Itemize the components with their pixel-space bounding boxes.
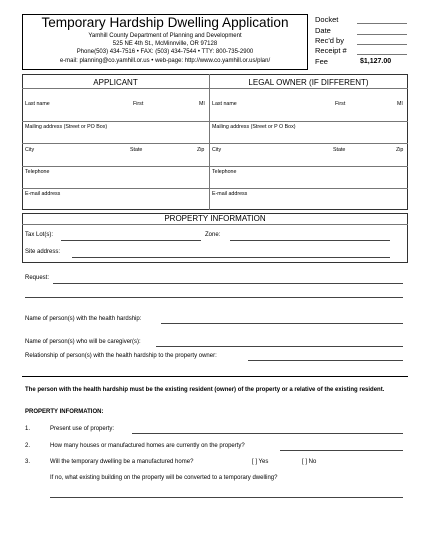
form-title: Temporary Hardship Dwelling Application bbox=[41, 15, 289, 30]
department-phones: Phone(503) 434-7516 • FAX: (503) 434-7544 • TTY: 800-735-2900 bbox=[76, 49, 254, 55]
owner-email-field[interactable] bbox=[210, 189, 407, 209]
converted-building-field[interactable] bbox=[50, 497, 403, 498]
question-1-number: 1. bbox=[25, 426, 31, 432]
request-field-line-1[interactable] bbox=[53, 283, 403, 284]
applicant-telephone-field[interactable] bbox=[23, 167, 208, 187]
relationship-label: Relationship of person(s) with the health hardship to the property owner: bbox=[25, 353, 217, 359]
caregiver-field[interactable] bbox=[156, 346, 403, 347]
if-no-label: If no, what existing building on the property will be converted to a temporary dwelling? bbox=[50, 475, 278, 481]
owner-heading: LEGAL OWNER (IF DIFFERENT) bbox=[248, 78, 369, 87]
owner-email-label: E-mail address bbox=[212, 191, 248, 197]
applicant-first-label: First bbox=[133, 101, 144, 107]
request-label: Request: bbox=[25, 275, 50, 281]
applicant-mailing-field[interactable] bbox=[23, 122, 208, 142]
department-contact: e-mail: planning@co.yamhill.or.us • web-page: http://www.co.yamhill.or.us/plan/ bbox=[59, 58, 271, 64]
manufactured-no-checkbox[interactable]: [ ] No bbox=[302, 459, 317, 465]
question-3-text: Will the temporary dwelling be a manufactured home? bbox=[50, 459, 194, 465]
section-divider bbox=[22, 376, 408, 377]
applicant-name-field[interactable] bbox=[23, 89, 208, 120]
applicant-email-label: E-mail address bbox=[25, 191, 61, 197]
site-address-label: Site address: bbox=[25, 249, 61, 255]
zone-field[interactable] bbox=[230, 240, 390, 241]
applicant-last-name-label: Last name bbox=[25, 101, 50, 107]
department-name: Yamhill County Department of Planning and Development bbox=[88, 33, 242, 39]
resident-notice: The person with the health hardship must be the existing resident (owner) of the property or a relative of the existing resident. bbox=[25, 387, 385, 393]
applicant-city-field[interactable] bbox=[23, 144, 208, 165]
owner-mi-label: MI bbox=[397, 101, 403, 107]
question-2-text: How many houses or manufactured homes are currently on the property? bbox=[50, 443, 245, 449]
question-1-text: Present use of property: bbox=[50, 426, 115, 432]
fee-label: Fee bbox=[315, 57, 328, 66]
docket-label: Docket bbox=[315, 15, 339, 24]
receipt-field[interactable] bbox=[357, 54, 407, 55]
relationship-field[interactable] bbox=[248, 360, 403, 361]
applicant-mailing-label: Mailing address (Street or PO Box) bbox=[25, 124, 108, 130]
applicant-heading: APPLICANT bbox=[93, 78, 138, 87]
property-info-heading: PROPERTY INFORMATION bbox=[164, 214, 266, 223]
receipt-label: Receipt # bbox=[315, 46, 347, 55]
date-label: Date bbox=[315, 26, 331, 35]
fee-amount: $1,127.00 bbox=[360, 58, 392, 65]
docket-field[interactable] bbox=[357, 23, 407, 24]
question-3-number: 3. bbox=[25, 459, 31, 465]
recd-by-label: Rec'd by bbox=[315, 36, 344, 45]
manufactured-yes-checkbox[interactable]: [ ] Yes bbox=[252, 459, 269, 465]
owner-city-label: City bbox=[212, 147, 222, 153]
applicant-city-label: City bbox=[25, 147, 35, 153]
recd-by-field[interactable] bbox=[357, 44, 407, 45]
applicant-telephone-label: Telephone bbox=[25, 169, 50, 175]
applicant-state-label: State bbox=[130, 147, 143, 153]
owner-telephone-field[interactable] bbox=[210, 167, 407, 187]
health-person-field[interactable] bbox=[161, 323, 403, 324]
zone-label: Zone: bbox=[205, 232, 221, 238]
question-2-number: 2. bbox=[25, 443, 31, 449]
present-use-field[interactable] bbox=[132, 433, 403, 434]
request-field-line-2[interactable] bbox=[25, 297, 403, 298]
owner-zip-label: Zip bbox=[396, 147, 404, 153]
site-address-field[interactable] bbox=[72, 257, 390, 258]
owner-telephone-label: Telephone bbox=[212, 169, 237, 175]
date-field[interactable] bbox=[357, 34, 407, 35]
property-questions-heading: PROPERTY INFORMATION: bbox=[25, 409, 104, 415]
applicant-zip-label: Zip bbox=[197, 147, 205, 153]
caregiver-label: Name of person(s) who will be caregiver(s): bbox=[25, 339, 141, 345]
tax-lots-field[interactable] bbox=[61, 240, 201, 241]
owner-first-label: First bbox=[335, 101, 346, 107]
house-count-field[interactable] bbox=[280, 450, 403, 451]
applicant-mi-label: MI bbox=[199, 101, 205, 107]
owner-mailing-label: Mailing address (Street or P O Box) bbox=[212, 124, 296, 130]
owner-mailing-field[interactable] bbox=[210, 122, 407, 142]
owner-name-field[interactable] bbox=[210, 89, 407, 120]
applicant-email-field[interactable] bbox=[23, 189, 208, 209]
property-heading-rule bbox=[22, 224, 408, 225]
department-address: 525 NE 4th St., McMinnville, OR 97128 bbox=[112, 41, 218, 47]
health-person-label: Name of person(s) with the health hardship: bbox=[25, 316, 142, 322]
tax-lots-label: Tax Lot(s): bbox=[25, 232, 54, 238]
owner-city-field[interactable] bbox=[210, 144, 407, 165]
owner-last-name-label: Last name bbox=[212, 101, 237, 107]
owner-state-label: State bbox=[333, 147, 346, 153]
